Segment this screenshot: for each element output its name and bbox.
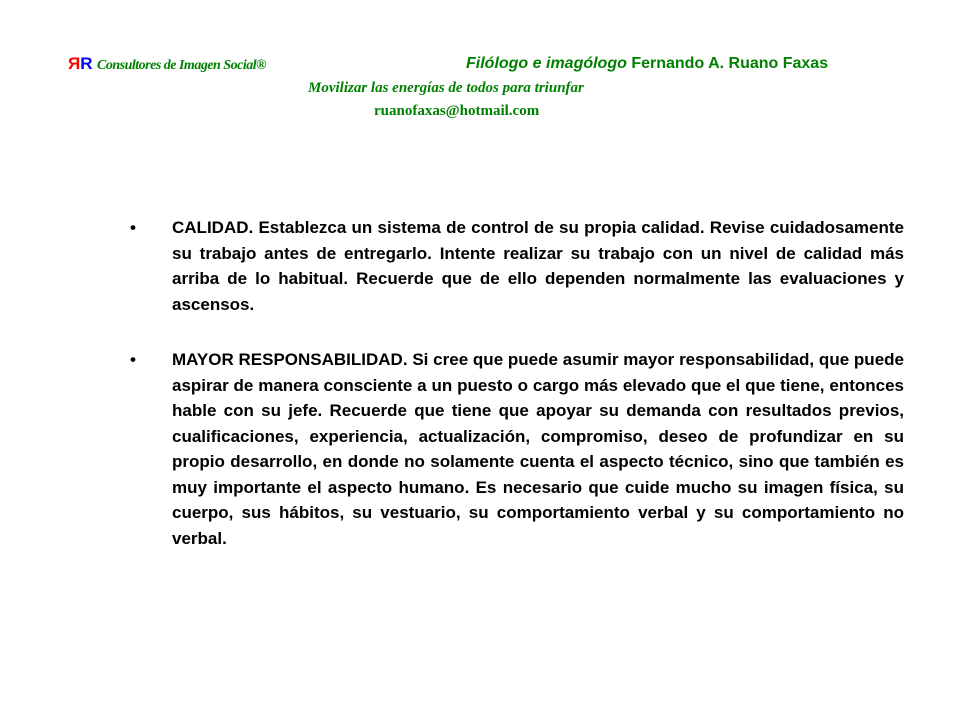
list-item-text: CALIDAD. Establezca un sistema de control de su propia calidad. Revise cuidadosamente su trabajo antes de entregarlo. Intente realizar su trabajo con un nivel de calidad más arriba de lo habitual. Recuerde que de ello dependen normalmente las evaluaciones y ascensos. bbox=[172, 218, 904, 314]
slide-header bbox=[0, 0, 960, 130]
bullet-list bbox=[130, 215, 904, 581]
list-item-responsabilidad bbox=[130, 347, 904, 551]
author-name: Fernando A. Ruano Faxas bbox=[631, 55, 829, 72]
logo-r: R bbox=[80, 54, 93, 73]
author-line bbox=[466, 55, 828, 73]
logo-mirrored-r: R bbox=[68, 54, 81, 73]
list-item-calidad bbox=[130, 215, 904, 317]
list-item-text: MAYOR RESPONSABILIDAD. Si cree que puede asumir mayor responsabilidad, que puede aspirar de manera consciente a un puesto o cargo más elevado que el que tiene, entonces hable con su jefe. Recuerde que tiene que apoyar su demanda con resultados previos, cualificaciones, experiencia, actualización, compromiso, deseo de profundizar en su propio desarrollo, en donde no solamente cuenta el aspecto técnico, sino que también es muy importante el aspecto humano. Es necesario que cuide mucho su imagen física, su cuerpo, sus hábitos, su vestuario, su comportamiento verbal y su comportamiento no verbal. bbox=[172, 350, 904, 548]
brand-block bbox=[68, 54, 266, 74]
bullet-icon: • bbox=[130, 218, 136, 237]
email-address[interactable]: ruanofaxas@hotmail.com bbox=[374, 103, 540, 119]
brand-name: Consultores de Imagen Social® bbox=[97, 58, 267, 73]
tagline: Movilizar las energías de todos para triunfar bbox=[308, 80, 584, 96]
bullet-icon: • bbox=[130, 350, 136, 369]
author-role: Filólogo e imagólogo bbox=[466, 55, 627, 72]
